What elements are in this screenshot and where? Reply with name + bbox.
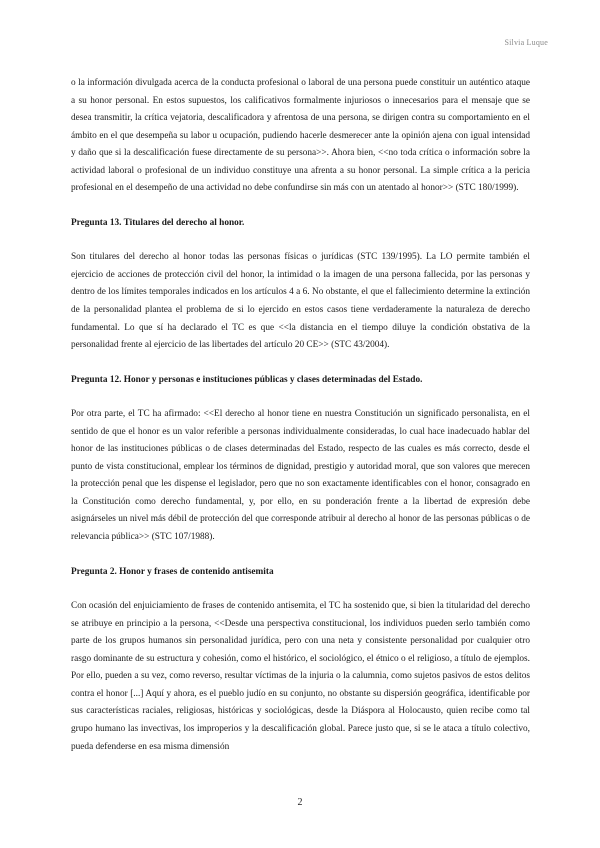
running-header-author: Silvia Luque xyxy=(504,38,548,47)
section-heading: Pregunta 13. Titulares del derecho al honor. xyxy=(71,217,245,228)
page-number: 2 xyxy=(297,797,303,808)
page-body xyxy=(71,75,530,756)
body-paragraph: Por otra parte, el TC ha afirmado: <<El derecho al honor tiene en nuestra Constitución un significado personalista, en el sentido de que el honor es un valor referible a personas individualmente consideradas, lo cual hace inadecuado hablar del honor de las instituciones públicas o de clases determinadas del Estado, respecto de las cuales es más correcto, desde el punto de vista constitucional, emplear los términos de dignidad, prestigio y autoridad moral, que son valores que merecen la protección penal que les dispense el legislador, pero que no son exactamente identificables con el honor, consagrado en la Constitución como derecho fundamental, y, por ello, en su ponderación frente a la libertad de expresión debe asignárseles un nivel más débil de protección del que corresponde atribuir al derecho al honor de las personas públicas o de relevancia pública>> (STC 107/1988). xyxy=(71,409,531,543)
section-heading: Pregunta 12. Honor y personas e instituciones públicas y clases determinadas del Estado. xyxy=(71,374,423,385)
body-paragraph: Con ocasión del enjuiciamiento de frases de contenido antisemita, el TC ha sostenido que, si bien la titularidad del derecho se atribuye en principio a la persona, <<Desde una perspectiva constitucional, los individuos pueden serlo también como parte de los grupos humanos sin personalidad jurídica, pero con una neta y consistente personalidad por cualquier otro rasgo dominante de su estructura y cohesión, como el histórico, el sociológico, el étnico o el religioso, a título de ejemplos. Por ello, pueden a su vez, como reverso, resultar víctimas de la injuria o la calumnia, como sujetos pasivos de estos delitos contra el honor [...] Aquí y ahora, es el pueblo judío en su conjunto, no obstante su dispersión geográfica, identificable por sus características raciales, religiosas, históricas y sociológicas, desde la Diáspora al Holocausto, quien recibe como tal grupo humano las invectivas, los improperios y la descalificación global. Parece justo que, si se le ataca a título colectivo, pueda defenderse en esa misma dimensión xyxy=(71,601,530,752)
section-heading: Pregunta 2. Honor y frases de contenido antisemita xyxy=(71,566,274,577)
body-paragraph: o la información divulgada acerca de la conducta profesional o laboral de una persona puede constituir un auténtico ataque a su honor personal. En estos supuestos, los calificativos formalmente injuriosos o innecesarios para el mensaje que se desea transmitir, la crítica vejatoria, descalificadora y afrentosa de una persona, se dirigen contra su comportamiento en el ámbito en el que desempeña su labor u ocupación, pudiendo hacerle desmerecer ante la opinión ajena con igual intensidad y daño que si la descalificación fuese directamente de su persona>>. Ahora bien, <<no toda crítica o información sobre la actividad laboral o profesional de un individuo constituye una afrenta a su honor personal. La simple crítica a la pericia profesional en el desempeño de una actividad no debe confundirse sin más con un atentado al honor>> (STC 180/1999). xyxy=(71,78,530,194)
body-paragraph: Son titulares del derecho al honor todas las personas físicas o jurídicas (STC 139/1995). La LO permite también el ejercicio de acciones de protección civil del honor, la intimidad o la imagen de una persona fallecida, por las personas y dentro de los límites temporales indicados en los artículos 4 a 6. No obstante, el que el fallecimiento determine la extinción de la personalidad plantea el problema de si lo ejercido en estos casos tiene verdaderamente la naturaleza de derecho fundamental. Lo que sí ha declarado el TC es que <<la distancia en el tiempo diluye la condición obstativa de la personalidad frente al ejercicio de las libertades del artículo 20 CE>> (STC 43/2004). xyxy=(71,252,530,351)
